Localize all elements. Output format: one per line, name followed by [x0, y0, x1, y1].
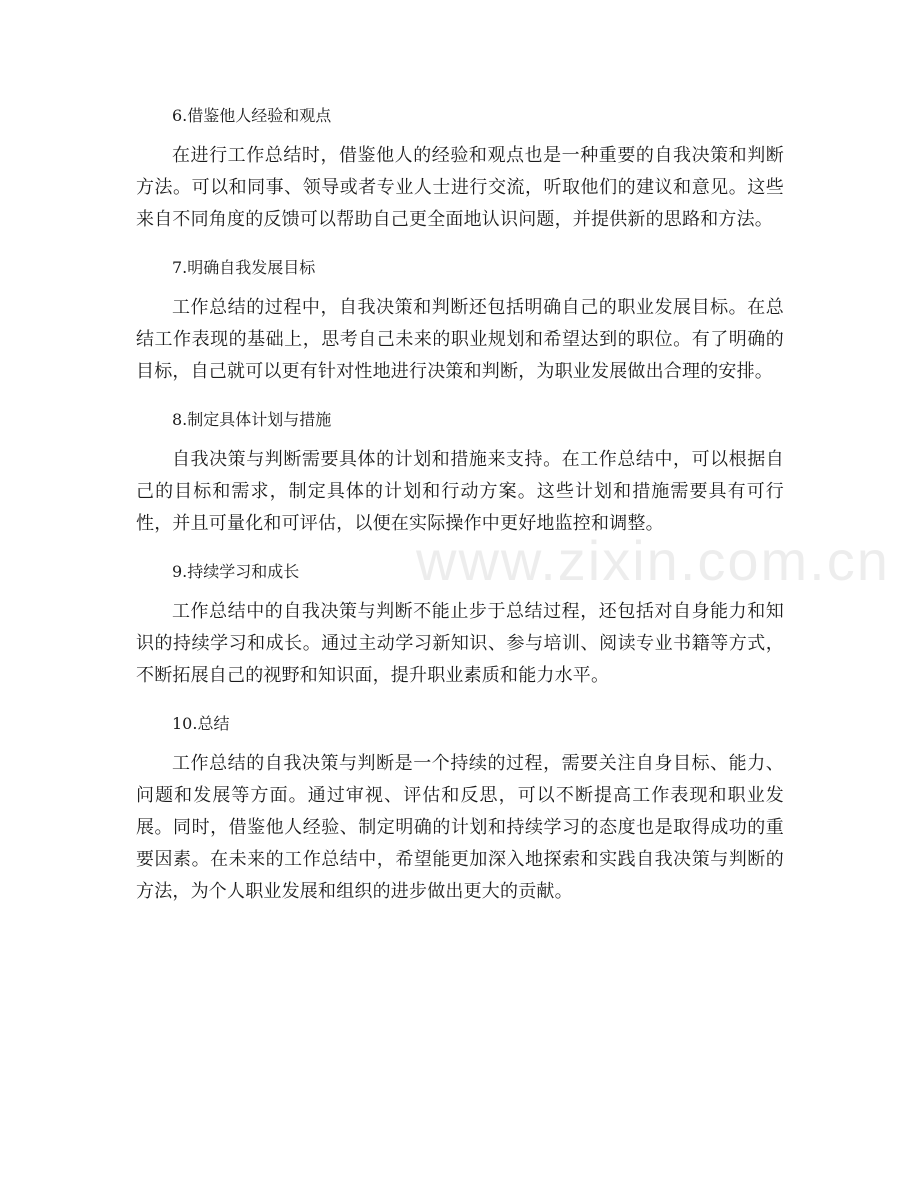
section-8	[136, 404, 784, 540]
section-paragraph: 工作总结中的自我决策与判断不能止步于总结过程，还包括对自身能力和知识的持续学习和成长。通过主动学习新知识、参与培训、阅读专业书籍等方式，不断拓展自己的视野和知识面，提升职业素质和能力水平。	[136, 601, 784, 686]
section-6	[136, 100, 784, 236]
section-heading: 10.总结	[172, 714, 230, 733]
section-heading: 7.明确自我发展目标	[172, 258, 316, 277]
section-paragraph: 在进行工作总结时，借鉴他人的经验和观点也是一种重要的自我决策和判断方法。可以和同事、领导或者专业人士进行交流，听取他们的建议和意见。这些来自不同角度的反馈可以帮助自己更全面地认识问题，并提供新的思路和方法。	[136, 145, 784, 230]
section-10	[136, 708, 784, 908]
section-paragraph: 自我决策与判断需要具体的计划和措施来支持。在工作总结中，可以根据自己的目标和需求，制定具体的计划和行动方案。这些计划和措施需要具有可行性，并且可量化和可评估，以便在实际操作中更好地监控和调整。	[136, 449, 784, 534]
watermark: www.zixin.com.cn	[416, 529, 890, 592]
section-heading: 8.制定具体计划与措施	[172, 410, 332, 429]
section-9	[136, 556, 784, 692]
document-body	[136, 100, 784, 924]
section-7	[136, 252, 784, 388]
section-paragraph: 工作总结的过程中，自我决策和判断还包括明确自己的职业发展目标。在总结工作表现的基础上，思考自己未来的职业规划和希望达到的职位。有了明确的目标，自己就可以更有针对性地进行决策和判断，为职业发展做出合理的安排。	[136, 297, 784, 382]
section-heading: 6.借鉴他人经验和观点	[172, 106, 332, 125]
section-paragraph: 工作总结的自我决策与判断是一个持续的过程，需要关注自身目标、能力、问题和发展等方面。通过审视、评估和反思，可以不断提高工作表现和职业发展。同时，借鉴他人经验、制定明确的计划和持续学习的态度也是取得成功的重要因素。在未来的工作总结中，希望能更加深入地探索和实践自我决策与判断的方法，为个人职业发展和组织的进步做出更大的贡献。	[136, 753, 784, 902]
section-heading: 9.持续学习和成长	[172, 562, 300, 581]
